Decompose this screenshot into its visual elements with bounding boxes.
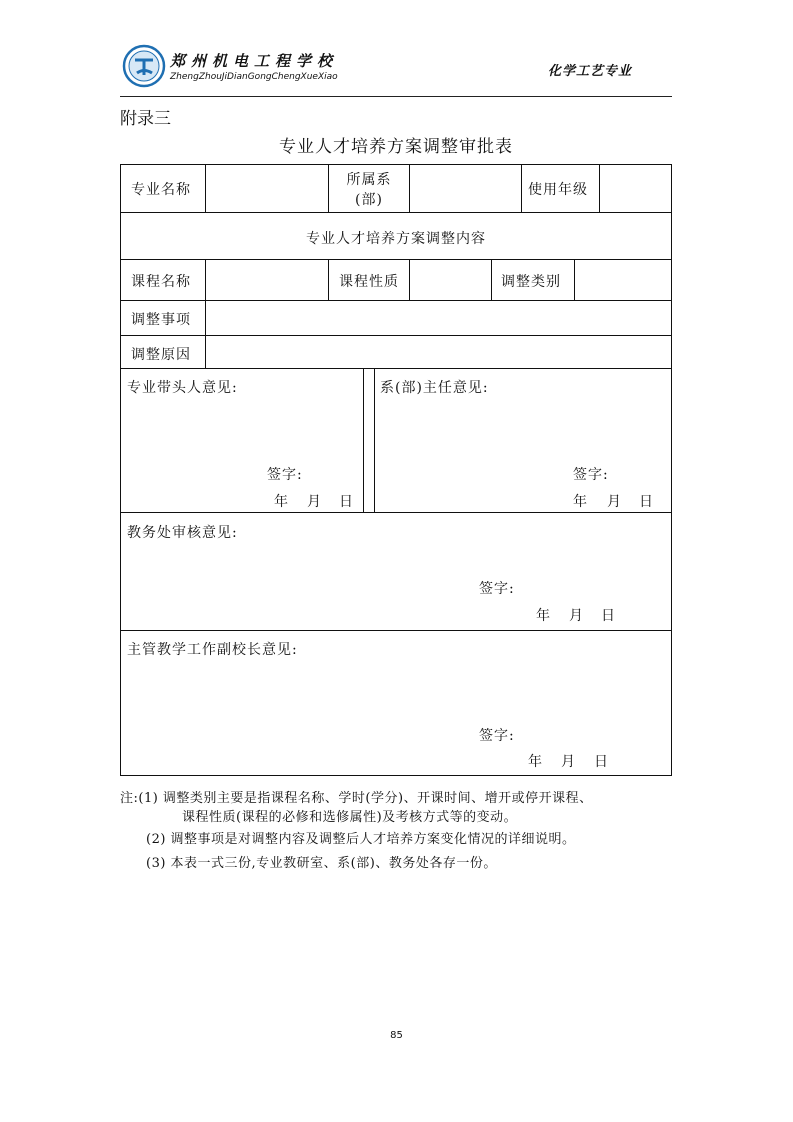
- adjust-item-field[interactable]: [206, 301, 670, 335]
- page-number: 85: [390, 1030, 403, 1041]
- adjust-reason-label: 调整原因: [131, 347, 191, 363]
- academic-affairs-date-year: 年: [536, 608, 551, 624]
- adjust-content-heading: 专业人才培养方案调整内容: [306, 231, 486, 247]
- note-2: (2) 调整事项是对调整内容及调整后人才培养方案变化情况的详细说明。: [146, 832, 576, 847]
- academic-affairs-date-day: 日: [601, 608, 616, 624]
- vice-principal-date-year: 年: [528, 754, 543, 770]
- leader-date-day: 日: [339, 494, 354, 510]
- col-divider: [521, 165, 522, 212]
- row-divider: [121, 368, 671, 369]
- major-label: 化学工艺专业: [548, 64, 633, 79]
- row-divider: [121, 630, 671, 631]
- row-divider: [121, 212, 671, 213]
- approval-form-table: [120, 164, 672, 776]
- leader-opinion-label: 专业带头人意见:: [127, 380, 238, 396]
- leader-signature-label: 签字:: [267, 467, 303, 483]
- col-divider: [363, 368, 364, 512]
- dept-head-date-year: 年: [573, 494, 588, 510]
- form-title: 专业人才培养方案调整审批表: [279, 137, 513, 157]
- note-1-line-1: 注:(1) 调整类别主要是指课程名称、学时(学分)、开课时间、增开或停开课程、: [120, 791, 593, 806]
- school-name-cn: 郑州机电工程学校: [170, 52, 339, 70]
- year-field[interactable]: [600, 171, 670, 209]
- adjust-type-field[interactable]: [575, 260, 670, 299]
- department-label-line2: (部): [355, 192, 383, 208]
- header-rule: [120, 96, 672, 97]
- dept-head-opinion-label: 系(部)主任意见:: [380, 380, 489, 396]
- vice-principal-opinion-label: 主管教学工作副校长意见:: [127, 642, 298, 658]
- department-field[interactable]: [410, 171, 520, 209]
- appendix-label: 附录三: [120, 109, 171, 129]
- adjust-reason-field[interactable]: [206, 336, 670, 368]
- adjust-item-label: 调整事项: [131, 312, 191, 328]
- dept-head-date-day: 日: [639, 494, 654, 510]
- vice-principal-date-day: 日: [594, 754, 609, 770]
- note-1-line-2: 课程性质(课程的必修和选修属性)及考核方式等的变动。: [182, 810, 518, 825]
- school-name-en: ZhengZhouJiDianGongChengXueXiao: [170, 72, 338, 82]
- col-divider: [205, 165, 206, 212]
- course-name-field[interactable]: [206, 260, 328, 299]
- col-divider: [328, 259, 329, 300]
- course-nature-field[interactable]: [410, 260, 491, 299]
- vice-principal-signature-label: 签字:: [479, 728, 515, 744]
- major-name-label: 专业名称: [131, 182, 191, 198]
- col-divider: [374, 368, 375, 512]
- col-divider: [491, 259, 492, 300]
- dept-head-signature-label: 签字:: [573, 467, 609, 483]
- row-divider: [121, 512, 671, 513]
- academic-affairs-signature-label: 签字:: [479, 581, 515, 597]
- academic-affairs-date-month: 月: [569, 608, 584, 624]
- department-label-line1: 所属系: [346, 172, 392, 188]
- leader-date-month: 月: [307, 494, 322, 510]
- academic-affairs-opinion-label: 教务处审核意见:: [127, 525, 238, 541]
- leader-date-year: 年: [274, 494, 289, 510]
- dept-head-date-month: 月: [607, 494, 622, 510]
- note-3: (3) 本表一式三份,专业教研室、系(部)、教务处各存一份。: [146, 856, 497, 871]
- year-label: 使用年级: [528, 182, 588, 198]
- course-nature-label: 课程性质: [339, 274, 399, 290]
- adjust-type-label: 调整类别: [501, 274, 561, 290]
- school-logo: [122, 44, 166, 88]
- course-name-label: 课程名称: [131, 274, 191, 290]
- vice-principal-date-month: 月: [561, 754, 576, 770]
